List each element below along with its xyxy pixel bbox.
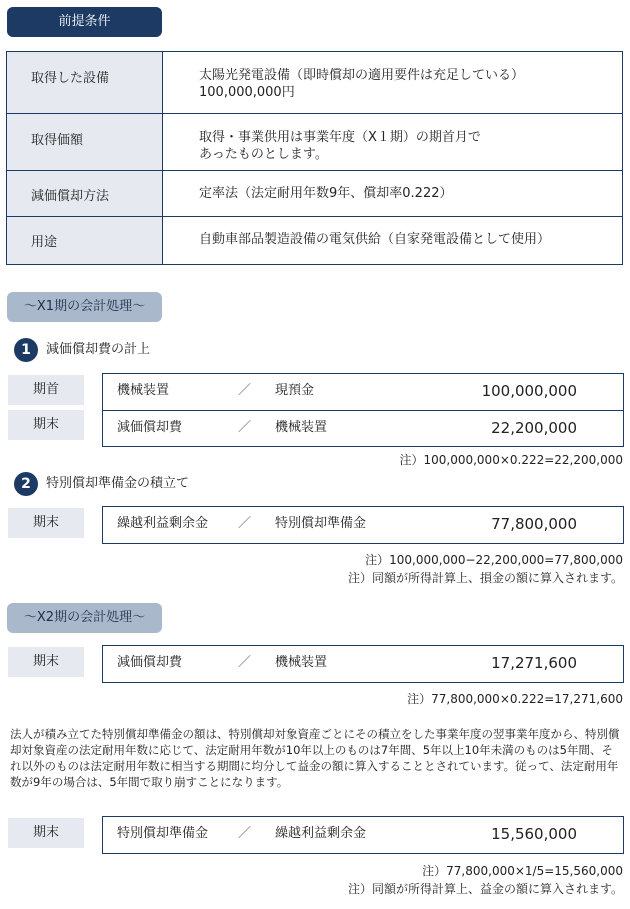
period-label-end: 期末 [8, 508, 84, 538]
journal-amount: 17,271,600 [491, 654, 577, 672]
note-calculation: 注）100,000,000×0.222=22,200,000 [399, 453, 623, 467]
journal-row [103, 646, 623, 682]
journal-amount: 100,000,000 [481, 382, 577, 400]
x2-journal-reversal [102, 816, 624, 854]
premise-row-method [7, 171, 623, 217]
slash-separator: ／ [238, 383, 252, 398]
period-label-end: 期末 [8, 410, 84, 440]
credit-account: 繰越利益剰余金 [275, 826, 367, 841]
premise-heading: 前提条件 [7, 7, 162, 37]
premise-value-line: 自動車部品製造設備の電気供給（自家発電設備として使用） [199, 232, 551, 247]
note-calculation: 注）77,800,000×0.222=17,271,600 [407, 692, 623, 706]
step-number-badge: 2 [14, 472, 38, 496]
premise-value-line: あったものとします。 [199, 147, 328, 162]
premise-row-usage [7, 217, 623, 265]
step-label: 特別償却準備金の積立て [46, 476, 190, 491]
journal-row [103, 374, 623, 410]
debit-account: 繰越利益剰余金 [117, 516, 209, 531]
credit-account: 現預金 [275, 383, 315, 398]
premise-value [163, 217, 623, 265]
premise-value [163, 114, 623, 171]
credit-account: 特別償却準備金 [275, 516, 367, 531]
premise-value-line: 取得・事業供用は事業年度（X１期）の期首月で [199, 130, 481, 145]
journal-amount: 77,800,000 [491, 515, 577, 533]
note-calculation: 注）100,000,000−22,200,000=77,800,000 [365, 553, 623, 567]
note-tax: 注）同額が所得計算上、損金の額に算入されます。 [347, 571, 623, 585]
premise-label: 取得した設備 [7, 52, 163, 114]
premise-value [163, 52, 623, 114]
premise-value [163, 171, 623, 217]
journal-row [103, 817, 623, 853]
debit-account: 機械装置 [117, 383, 170, 398]
x1-heading: 〜X1期の会計処理〜 [7, 292, 162, 322]
x2-journal-depreciation [102, 645, 624, 683]
period-label-end: 期末 [8, 818, 84, 848]
reserve-explanation: 法人が積み立てた特別償却準備金の額は、特別償却対象資産ごとにその積立をした事業年度の翌事業年度から、特別償却対象資産の法定耐用年数に応じて、法定耐用年数が10年以上のものは7年間、5年以上10年未満のものは5年間、それ以外のものは法定耐用年数に相当する期間に均分して益金の額に算入することとされています。従って、法定耐用年数が9年の場合は、5年間で取り崩すことになります。 [10, 727, 620, 789]
period-label-end: 期末 [8, 647, 84, 677]
debit-account: 減価償却費 [117, 655, 183, 670]
premise-row-equipment [7, 52, 623, 114]
slash-separator: ／ [238, 826, 252, 841]
premise-table [6, 51, 623, 265]
step-number-badge: 1 [14, 338, 38, 362]
slash-separator: ／ [238, 516, 252, 531]
debit-account: 特別償却準備金 [117, 826, 209, 841]
step-label: 減価償却費の計上 [46, 342, 151, 357]
premise-row-cost [7, 114, 623, 171]
premise-value-line: 定率法（法定耐用年数9年、償却率0.222） [199, 186, 453, 201]
journal-row [103, 410, 623, 446]
credit-account: 機械装置 [275, 655, 328, 670]
premise-label: 用途 [7, 217, 163, 265]
x1-step-2 [14, 472, 189, 496]
note-tax: 注）同額が所得計算上、益金の額に算入されます。 [347, 882, 623, 896]
x1-step-1 [14, 338, 150, 362]
premise-value-line: 100,000,000円 [199, 85, 295, 100]
premise-value-line: 太陽光発電設備（即時償却の適用要件は充足している） [199, 68, 525, 83]
period-label-begin: 期首 [8, 375, 84, 405]
credit-account: 機械装置 [275, 420, 328, 435]
slash-separator: ／ [238, 655, 252, 670]
note-calculation: 注）77,800,000×1/5=15,560,000 [422, 864, 623, 878]
x2-heading: 〜X2期の会計処理〜 [7, 603, 162, 633]
x1-journal-depreciation [102, 373, 624, 447]
slash-separator: ／ [238, 420, 252, 435]
journal-amount: 15,560,000 [491, 825, 577, 843]
journal-amount: 22,200,000 [491, 419, 577, 437]
premise-label: 減価償却方法 [7, 171, 163, 217]
journal-row [103, 507, 623, 543]
x1-journal-reserve [102, 506, 624, 544]
debit-account: 減価償却費 [117, 420, 183, 435]
premise-label: 取得価額 [7, 114, 163, 171]
